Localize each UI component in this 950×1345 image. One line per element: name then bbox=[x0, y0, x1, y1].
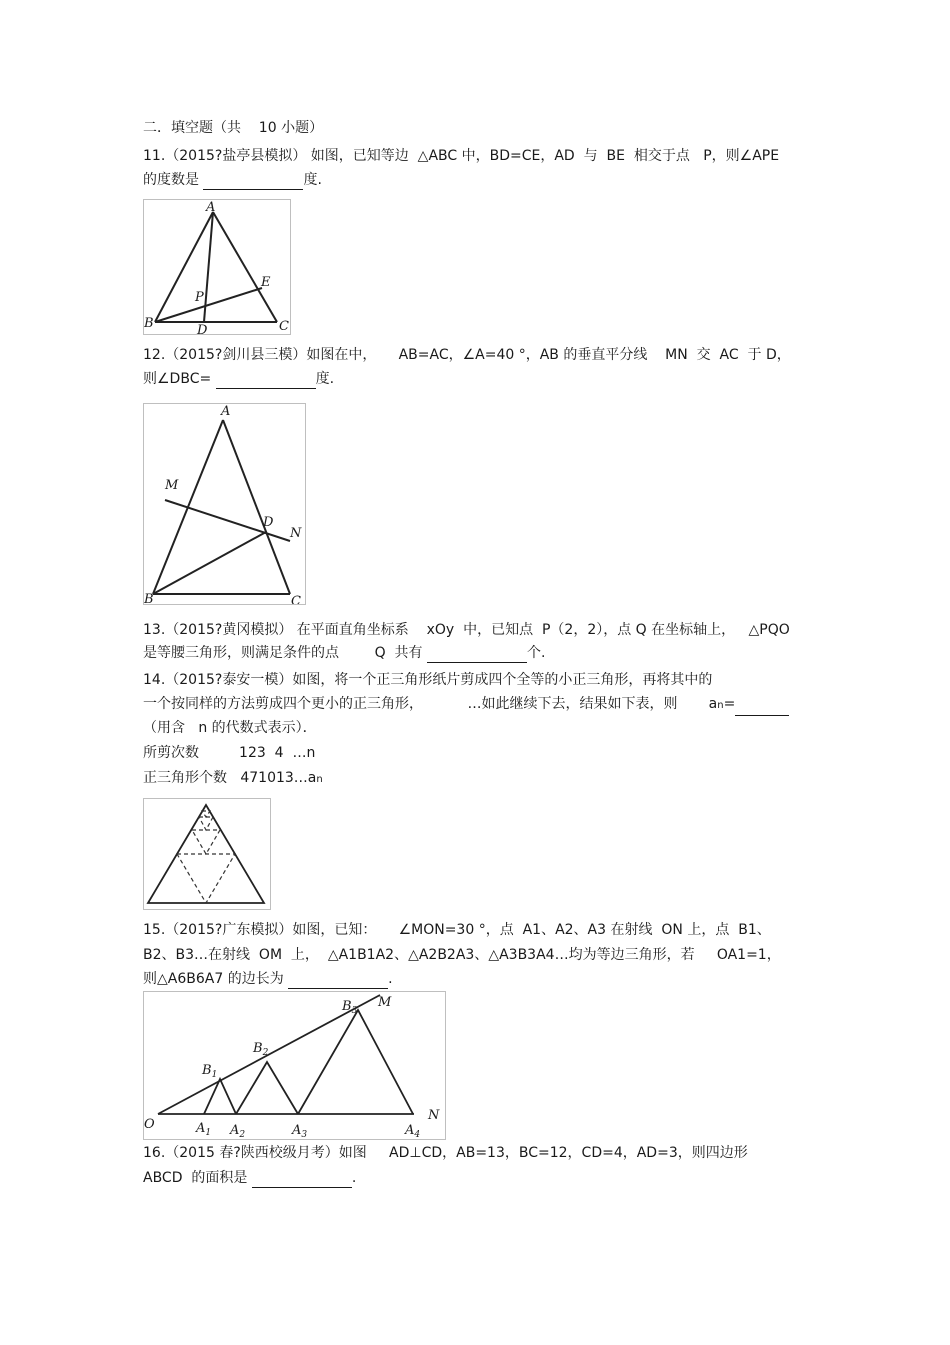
q12-segment-bd bbox=[153, 532, 266, 594]
q11-label-e: E bbox=[261, 275, 271, 290]
q14-text-line2 bbox=[143, 694, 789, 716]
q12-side-ac bbox=[223, 420, 290, 594]
q15-label-a1: $A_1$ bbox=[196, 1121, 212, 1138]
q15-label-o: O bbox=[144, 1117, 155, 1132]
q15-figure bbox=[143, 991, 446, 1140]
q15-text-prefix: 则△A6B6A7 的边长为 bbox=[143, 971, 289, 987]
q12-text-line1: 12.（2015?剑川县三模）如图在中， AB=AC，∠A=40 °，AB 的垂直平分线 MN 交 AC 于 D， bbox=[143, 347, 791, 363]
q12-label-c: C bbox=[291, 594, 301, 604]
q14-row-text: 正三角形个数 471013…a bbox=[143, 770, 317, 786]
q11-label-p: P bbox=[195, 290, 204, 305]
q11-text-prefix: 的度数是 bbox=[143, 172, 204, 188]
q14-row-subscript: n bbox=[316, 774, 323, 785]
q15-answer-blank[interactable] bbox=[288, 972, 388, 989]
q13-text-line2 bbox=[143, 643, 545, 663]
q15-triangle-1 bbox=[204, 1079, 236, 1114]
q15-label-m: M bbox=[378, 995, 392, 1010]
q15-label-a3: $A_3$ bbox=[292, 1123, 308, 1139]
q14-equals: = bbox=[723, 696, 736, 712]
q11-text-line2 bbox=[143, 170, 322, 190]
q11-label-b: B bbox=[144, 316, 154, 331]
q14-text-line1: 14.（2015?泰安一模）如图，将一个正三角形纸片剪成四个全等的小正三角形，再将其中的 bbox=[143, 672, 713, 688]
q11-text-line1: 11.（2015?盐亭县模拟） 如图，已知等边 △ABC 中，BD=CE，AD 与 BE 相交于点 P，则∠APE bbox=[143, 148, 780, 164]
q15-text-line1: 15.（2015?广东模拟）如图，已知： ∠MON=30 °，点 A1、A2、A3 在射线 ON 上，点 B1、 bbox=[143, 922, 771, 938]
q12-label-a: A bbox=[221, 404, 231, 419]
section-title: 二．填空题（共 10 小题） bbox=[143, 120, 324, 136]
q14-cut-lines bbox=[177, 811, 235, 903]
q14-figure bbox=[143, 798, 271, 910]
q11-answer-blank[interactable] bbox=[203, 173, 303, 190]
q14-table-row-cuts: 所剪次数 123 4 …n bbox=[143, 745, 316, 761]
q14-table-row-count bbox=[143, 768, 323, 790]
q16-answer-blank[interactable] bbox=[252, 1171, 352, 1188]
q16-text-line1: 16.（2015 春?陕西校级月考）如图 AD⊥CD，AB=13，BC=12，CD=4，AD=3，则四边形 bbox=[143, 1145, 748, 1161]
q12-text-suffix: 度. bbox=[315, 371, 335, 387]
q13-text-line1: 13.（2015?黄冈模拟） 在平面直角坐标系 xOy 中，已知点 P（2，2），点 Q 在坐标轴上， △PQO bbox=[143, 622, 790, 638]
q11-label-d: D bbox=[197, 323, 208, 334]
q12-answer-blank[interactable] bbox=[216, 372, 316, 389]
q16-text-prefix: ABCD 的面积是 bbox=[143, 1170, 252, 1186]
q16-text-line2 bbox=[143, 1168, 356, 1188]
q11-label-a: A bbox=[206, 200, 216, 215]
q12-text-line2 bbox=[143, 369, 334, 389]
q15-triangle-2 bbox=[236, 1062, 298, 1114]
q15-label-b1: $B_1$ bbox=[202, 1063, 218, 1080]
q11-side-ac bbox=[213, 212, 277, 322]
q14-answer-blank[interactable] bbox=[735, 699, 789, 716]
q12-label-n: N bbox=[290, 526, 302, 541]
q11-label-c: C bbox=[279, 319, 289, 334]
q14-text-line3: （用含 n 的代数式表示）． bbox=[143, 720, 317, 736]
q14-text-prefix: 一个按同样的方法剪成四个更小的正三角形， …如此继续下去，结果如下表，则 a bbox=[143, 696, 718, 712]
q15-label-a4: $A_4$ bbox=[405, 1123, 421, 1139]
q15-text-line3 bbox=[143, 969, 393, 989]
q11-text-suffix: 度. bbox=[303, 172, 322, 188]
q15-label-b2: $B_2$ bbox=[253, 1041, 269, 1058]
q12-text-prefix: 则∠DBC= bbox=[143, 371, 216, 387]
q13-answer-blank[interactable] bbox=[427, 646, 527, 663]
q16-text-suffix: . bbox=[351, 1170, 357, 1186]
q12-label-d: D bbox=[263, 515, 274, 530]
q14-subscript-n: n bbox=[717, 700, 724, 711]
q15-label-b3: $B_3$ bbox=[342, 999, 358, 1016]
q15-triangle-3 bbox=[298, 1010, 413, 1114]
q11-figure bbox=[143, 199, 291, 335]
q13-text-suffix: 个. bbox=[526, 645, 546, 661]
q12-label-m: M bbox=[165, 478, 179, 493]
q13-text-prefix: 是等腰三角形，则满足条件的点 Q 共有 bbox=[143, 645, 427, 661]
q15-text-suffix: . bbox=[388, 971, 393, 987]
q15-label-n: N bbox=[428, 1108, 440, 1123]
q15-text-line2: B2、B3…在射线 OM 上， △A1B1A2、△A2B2A3、△A3B3A4…均为等边三角形，若 OA1=1， bbox=[143, 947, 781, 963]
q12-figure bbox=[143, 403, 306, 605]
q12-label-b: B bbox=[144, 592, 154, 604]
q15-label-a2: $A_2$ bbox=[230, 1123, 246, 1139]
